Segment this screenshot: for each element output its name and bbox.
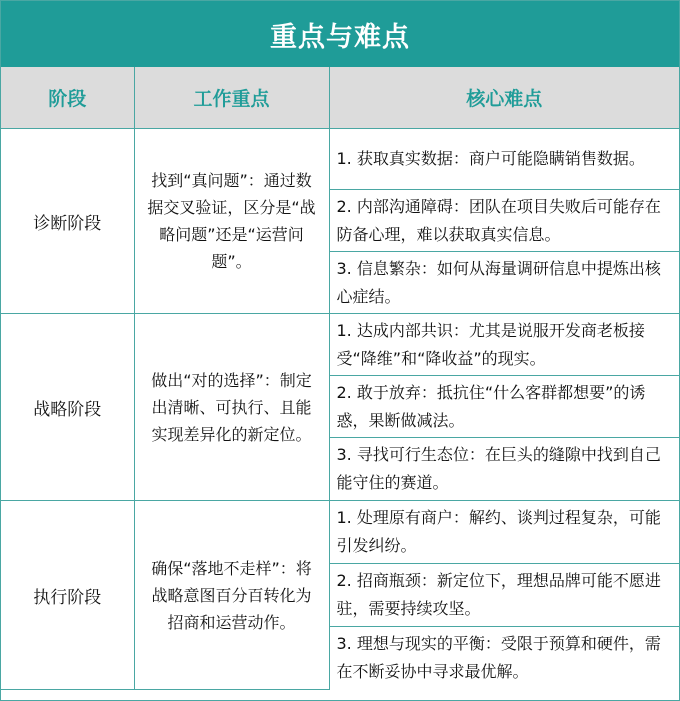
table-row xyxy=(1,501,679,564)
difficulty-cell: 3. 理想与现实的平衡：受限于预算和硬件，需在不断妥协中寻求最优解。 xyxy=(329,627,679,690)
focus-text: 做出“对的选择”：制定出清晰、可执行、且能实现差异化的新定位。 xyxy=(151,370,312,444)
focus-cell-diagnosis xyxy=(134,129,329,314)
header-difficulty: 核心难点 xyxy=(329,67,679,129)
header-row xyxy=(1,67,679,129)
difficulty-cell: 3. 寻找可行生态位：在巨头的缝隙中找到自己能守住的赛道。 xyxy=(329,438,679,501)
difficulty-cell: 2. 招商瓶颈：新定位下，理想品牌可能不愿进驻，需要持续攻坚。 xyxy=(329,564,679,627)
focus-cell-strategy xyxy=(134,314,329,501)
stage-cell-diagnosis: 诊断阶段 xyxy=(1,129,134,314)
difficulty-cell: 2. 敢于放弃：抵抗住“什么客群都想要”的诱惑，果断做减法。 xyxy=(329,376,679,438)
difficulty-cell: 1. 达成内部共识：尤其是说服开发商老板接受“降维”和“降收益”的现实。 xyxy=(329,314,679,376)
table-row xyxy=(1,129,679,190)
header-stage: 阶段 xyxy=(1,67,134,129)
table-title: 重点与难点 xyxy=(1,1,679,67)
table-row xyxy=(1,314,679,376)
stage-cell-strategy: 战略阶段 xyxy=(1,314,134,501)
focus-text: 确保“落地不走样”：将战略意图百分百转化为招商和运营动作。 xyxy=(151,558,312,632)
difficulty-cell: 2. 内部沟通障碍：团队在项目失败后可能存在防备心理，难以获取真实信息。 xyxy=(329,190,679,252)
header-focus: 工作重点 xyxy=(134,67,329,129)
focus-text: 找到“真问题”：通过数据交叉验证，区分是“战略问题”还是“运营问题”。 xyxy=(147,171,316,271)
difficulty-cell: 1. 处理原有商户：解约、谈判过程复杂，可能引发纠纷。 xyxy=(329,501,679,564)
difficulty-cell: 3. 信息繁杂：如何从海量调研信息中提炼出核心症结。 xyxy=(329,252,679,314)
stage-cell-execution: 执行阶段 xyxy=(1,501,134,690)
difficulty-cell: 1. 获取真实数据：商户可能隐瞒销售数据。 xyxy=(329,129,679,190)
key-points-table xyxy=(1,67,679,690)
focus-cell-execution xyxy=(134,501,329,690)
